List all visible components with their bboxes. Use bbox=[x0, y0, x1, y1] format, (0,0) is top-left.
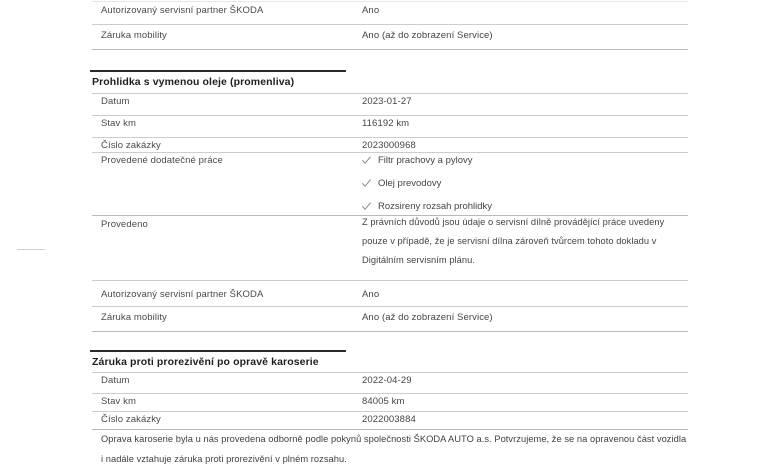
row-label: Záruka mobility bbox=[101, 312, 167, 323]
section-heading-underline bbox=[92, 372, 688, 373]
row-value: Ano (až do zobrazení Service) bbox=[362, 30, 493, 41]
row-divider bbox=[92, 137, 688, 138]
row-divider bbox=[92, 24, 688, 25]
row-value: 2022-04-29 bbox=[362, 375, 412, 386]
scan-artifact-mark bbox=[17, 249, 45, 250]
checklist-item bbox=[362, 178, 441, 189]
section-heading-underline bbox=[92, 93, 688, 94]
row-value: 2023000968 bbox=[362, 140, 416, 151]
row-value: 116192 km bbox=[362, 118, 410, 129]
check-icon bbox=[362, 156, 371, 165]
row-value: 84005 km bbox=[362, 396, 405, 407]
row-divider bbox=[92, 331, 688, 332]
section-heading-rule bbox=[90, 350, 346, 352]
checklist-item-label: Rozsireny rozsah prohlidky bbox=[378, 201, 493, 212]
check-icon bbox=[362, 202, 371, 211]
row-label: Číslo zakázky bbox=[101, 414, 161, 425]
checklist-item-label: Olej prevodovy bbox=[378, 178, 442, 189]
row-label-extra-work: Provedené dodatečné práce bbox=[101, 155, 223, 166]
row-label: Záruka mobility bbox=[101, 30, 167, 41]
row-label: Autorizovaný servisní partner ŠKODA bbox=[101, 5, 264, 16]
row-label: Stav km bbox=[101, 396, 137, 407]
row-divider bbox=[92, 152, 688, 153]
section-heading-corrosion: Záruka proti prorezivění po opravě karoserie bbox=[92, 356, 319, 368]
checklist-item bbox=[362, 201, 492, 212]
page-top-clipped-rule bbox=[92, 1, 688, 2]
row-value: Ano (až do zobrazení Service) bbox=[362, 312, 493, 323]
row-value: Ano bbox=[362, 289, 380, 300]
row-divider bbox=[92, 49, 688, 50]
checklist-item bbox=[362, 155, 473, 166]
row-divider bbox=[92, 115, 688, 116]
checklist-item-label: Filtr prachovy a pylovy bbox=[378, 155, 473, 166]
row-value: 2023-01-27 bbox=[362, 96, 412, 107]
section-heading-oil: Prohlidka s vymenou oleje (promenliva) bbox=[92, 76, 295, 88]
row-label-performed: Provedeno bbox=[101, 219, 148, 230]
row-label: Číslo zakázky bbox=[101, 140, 161, 151]
corrosion-warranty-statement: Oprava karoserie byla u nás provedena odborně podle pokynů společnosti ŠKODA AUTO a.s. Potvrzujeme, že se na opravenou část vozidla i nadále vztahuje záruka proti prorezivění v plném rozsahu. bbox=[101, 434, 687, 464]
row-label: Autorizovaný servisní partner ŠKODA bbox=[101, 289, 264, 300]
row-divider bbox=[92, 393, 688, 394]
row-value: 2022003884 bbox=[362, 414, 416, 425]
row-label: Datum bbox=[101, 375, 130, 386]
section-heading-rule bbox=[90, 70, 346, 72]
row-value: Ano bbox=[362, 5, 380, 16]
row-label: Datum bbox=[101, 96, 130, 107]
check-icon bbox=[362, 179, 371, 188]
row-divider bbox=[92, 280, 688, 281]
row-label: Stav km bbox=[101, 118, 137, 129]
legal-note-text: Z právních důvodů jsou údaje o servisní dílně provádějící práce uvedeny pouze v případě, že je servisní dílna zároveň tvůrcem tohoto dokladu v Digitálním servisním plánu. bbox=[362, 217, 665, 265]
row-divider bbox=[92, 306, 688, 307]
row-divider bbox=[92, 411, 688, 412]
